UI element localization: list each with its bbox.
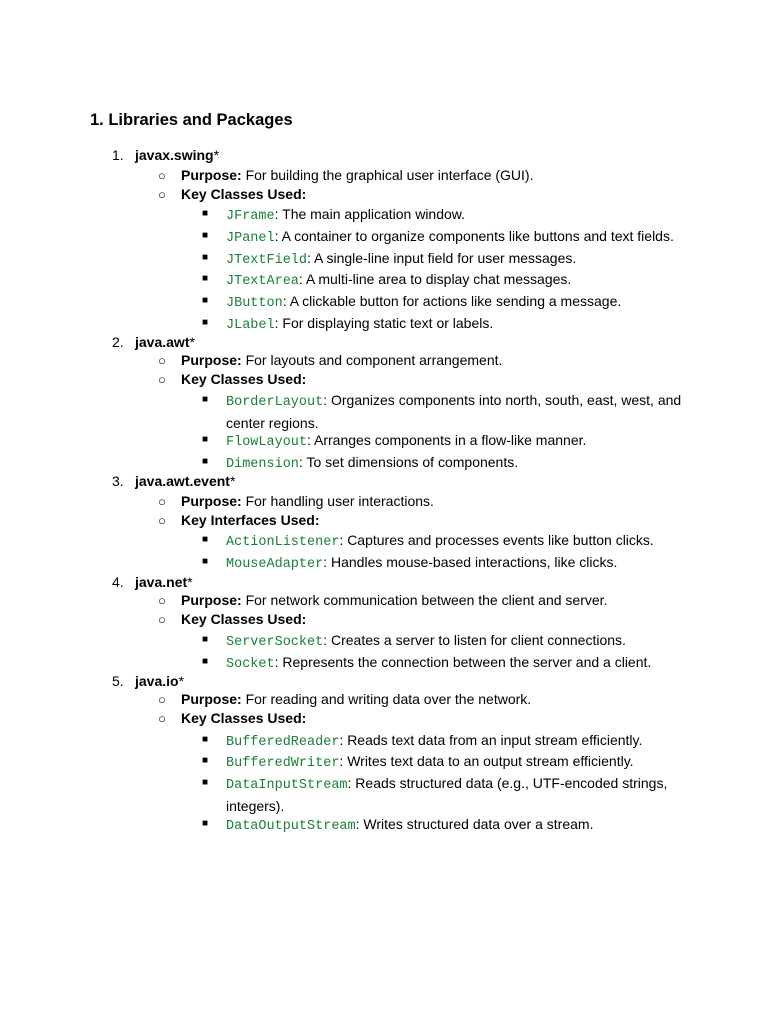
class-desc: : A multi-line area to display chat messages. xyxy=(298,271,572,287)
square-bullet-icon: ■ xyxy=(202,734,209,745)
class-name: JTextArea xyxy=(226,274,299,289)
class-desc: : Writes text data to an output stream efficiently. xyxy=(339,753,634,769)
list-number: 4. xyxy=(112,574,124,590)
class-name: JFrame xyxy=(226,209,275,224)
square-bullet-icon: ■ xyxy=(202,295,209,306)
class-name: DataOutputStream xyxy=(226,819,356,834)
square-bullet-icon: ■ xyxy=(202,434,209,445)
class-name: BorderLayout xyxy=(226,395,324,410)
package-suffix: * xyxy=(189,334,195,350)
class-name: BufferedWriter xyxy=(226,756,340,771)
square-bullet-icon: ■ xyxy=(202,456,209,467)
class-desc: : Organizes components into north, south, east, west, and center regions. xyxy=(226,392,682,431)
section-title: 1. Libraries and Packages xyxy=(90,111,293,129)
class-name: DataInputStream xyxy=(226,778,348,793)
square-bullet-icon: ■ xyxy=(202,317,209,328)
package-name: javax.swing xyxy=(135,147,214,163)
circle-bullet-icon: ○ xyxy=(158,372,166,387)
purpose-text: For reading and writing data over the network. xyxy=(245,691,532,707)
class-name: FlowLayout xyxy=(226,435,308,450)
square-bullet-icon: ■ xyxy=(202,656,209,667)
purpose-label: Purpose: xyxy=(181,592,242,608)
class-desc: : The main application window. xyxy=(274,206,466,222)
key-interfaces-label: Key Interfaces Used: xyxy=(181,512,320,528)
class-name: BufferedReader xyxy=(226,735,340,750)
package-name: java.io xyxy=(135,673,179,689)
key-classes-label: Key Classes Used: xyxy=(181,371,307,387)
square-bullet-icon: ■ xyxy=(202,230,209,241)
key-classes-label: Key Classes Used: xyxy=(181,611,307,627)
list-number: 5. xyxy=(112,673,124,689)
list-number: 3. xyxy=(112,473,124,489)
package-suffix: * xyxy=(178,673,185,689)
circle-bullet-icon: ○ xyxy=(158,494,166,509)
class-name: JLabel xyxy=(226,318,275,333)
purpose-label: Purpose: xyxy=(181,691,242,707)
list-number: 1. xyxy=(112,147,124,163)
key-classes-label: Key Classes Used: xyxy=(181,710,307,726)
package-name: java.awt.event xyxy=(135,473,230,489)
class-desc: : To set dimensions of components. xyxy=(298,454,519,470)
square-bullet-icon: ■ xyxy=(202,556,209,567)
class-name: Dimension xyxy=(226,457,299,472)
class-desc: : Captures and processes events like button clicks. xyxy=(339,532,654,548)
circle-bullet-icon: ○ xyxy=(158,513,166,528)
purpose-text: For network communication between the client and server. xyxy=(245,592,608,608)
package-name: java.net xyxy=(135,574,188,590)
class-desc: : Handles mouse-based interactions, like clicks. xyxy=(323,554,618,570)
class-name: Socket xyxy=(226,657,275,672)
class-desc: : Creates a server to listen for client connections. xyxy=(323,632,626,648)
circle-bullet-icon: ○ xyxy=(158,593,166,608)
square-bullet-icon: ■ xyxy=(202,208,209,219)
class-desc: : Reads structured data (e.g., UTF-encoded strings, integers). xyxy=(226,775,668,814)
class-desc: : Arranges components in a flow-like manner. xyxy=(307,432,587,448)
class-name: MouseAdapter xyxy=(226,557,324,572)
package-suffix: * xyxy=(187,574,193,590)
class-desc: : A single-line input field for user messages. xyxy=(307,250,577,266)
purpose-text: For layouts and component arrangement. xyxy=(245,352,503,368)
class-desc: : For displaying static text or labels. xyxy=(274,315,494,331)
square-bullet-icon: ■ xyxy=(202,634,209,645)
purpose-label: Purpose: xyxy=(181,167,242,183)
class-desc: : Reads text data from an input stream efficiently. xyxy=(339,732,643,748)
circle-bullet-icon: ○ xyxy=(158,612,166,627)
class-desc: : A clickable button for actions like sending a message. xyxy=(282,293,622,309)
package-suffix: * xyxy=(229,473,236,489)
square-bullet-icon: ■ xyxy=(202,394,209,405)
class-name: JTextField xyxy=(226,253,308,268)
class-desc: : A container to organize components like buttons and text fields. xyxy=(274,228,674,244)
purpose-label: Purpose: xyxy=(181,493,242,509)
circle-bullet-icon: ○ xyxy=(158,692,166,707)
class-name: JButton xyxy=(226,296,283,311)
square-bullet-icon: ■ xyxy=(202,273,209,284)
square-bullet-icon: ■ xyxy=(202,534,209,545)
list-number: 2. xyxy=(112,334,124,350)
package-suffix: * xyxy=(213,147,220,163)
square-bullet-icon: ■ xyxy=(202,755,209,766)
circle-bullet-icon: ○ xyxy=(158,187,166,202)
purpose-text: For handling user interactions. xyxy=(245,493,434,509)
circle-bullet-icon: ○ xyxy=(158,168,166,183)
square-bullet-icon: ■ xyxy=(202,252,209,263)
circle-bullet-icon: ○ xyxy=(158,711,166,726)
class-name: JPanel xyxy=(226,231,275,246)
purpose-text: For building the graphical user interface (GUI). xyxy=(245,167,534,183)
square-bullet-icon: ■ xyxy=(202,818,209,829)
circle-bullet-icon: ○ xyxy=(158,353,166,368)
square-bullet-icon: ■ xyxy=(202,777,209,788)
class-desc: : Represents the connection between the server and a client. xyxy=(274,654,652,670)
purpose-label: Purpose: xyxy=(181,352,242,368)
class-name: ActionListener xyxy=(226,535,340,550)
class-desc: : Writes structured data over a stream. xyxy=(355,816,594,832)
class-name: ServerSocket xyxy=(226,635,324,650)
key-classes-label: Key Classes Used: xyxy=(181,186,307,202)
package-name: java.awt xyxy=(135,334,190,350)
